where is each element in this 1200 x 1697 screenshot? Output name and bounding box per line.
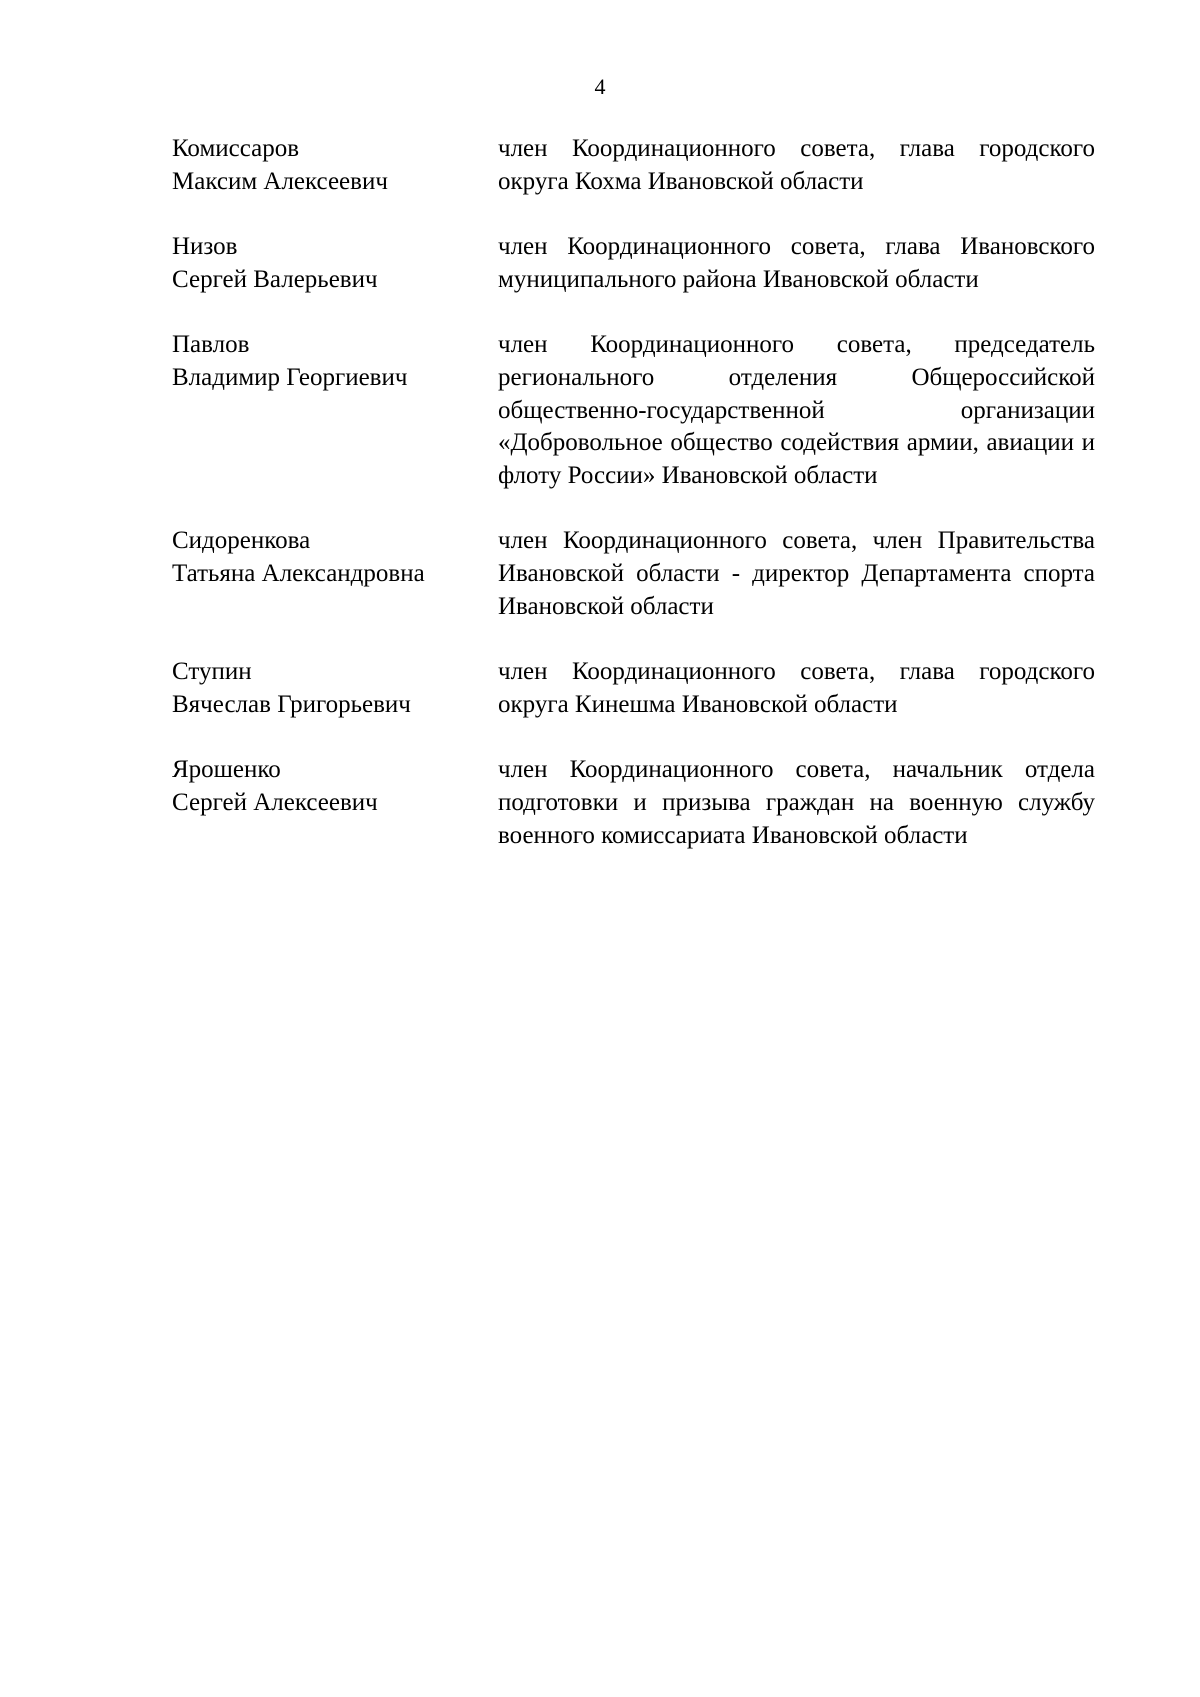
member-given-names: Сергей Алексеевич bbox=[172, 788, 378, 816]
member-name bbox=[172, 754, 498, 819]
member-given-names: Сергей Валерьевич bbox=[172, 265, 378, 293]
member-entry bbox=[172, 525, 1095, 623]
member-surname: Сидоренкова bbox=[172, 527, 311, 555]
member-name bbox=[172, 656, 498, 721]
member-role: член Координационного совета, начальник отдела подготовки и призыва граждан на военную службу военного комиссариата Ивановской области bbox=[498, 756, 1095, 849]
member-name bbox=[172, 329, 498, 394]
member-role: член Координационного совета, член Правительства Ивановской области - директор Департамента спорта Ивановской области bbox=[498, 527, 1095, 620]
member-role: член Координационного совета, глава городского округа Кохма Ивановской области bbox=[498, 135, 1095, 195]
member-given-names: Владимир Георгиевич bbox=[172, 363, 408, 391]
member-name bbox=[172, 133, 498, 198]
member-given-names: Вячеслав Григорьевич bbox=[172, 690, 411, 718]
member-role: член Координационного совета, глава городского округа Кинешма Ивановской области bbox=[498, 658, 1095, 718]
member-given-names: Татьяна Александровна bbox=[172, 559, 425, 587]
member-name bbox=[172, 525, 498, 590]
member-given-names: Максим Алексеевич bbox=[172, 167, 388, 195]
member-surname: Павлов bbox=[172, 331, 250, 359]
member-surname: Ступин bbox=[172, 658, 252, 686]
member-surname: Комиссаров bbox=[172, 135, 300, 162]
members-list bbox=[172, 133, 1095, 885]
page-number: 4 bbox=[594, 74, 606, 99]
member-entry bbox=[172, 656, 1095, 721]
member-name bbox=[172, 231, 498, 296]
member-entry bbox=[172, 754, 1095, 852]
member-role: член Координационного совета, глава Ивановского муниципального района Ивановской области bbox=[498, 233, 1095, 293]
member-role: член Координационного совета, председатель регионального отделения Общероссийской общественно-государственной организации «Добровольное общество содействия армии, авиации и флоту России» Ивановской области bbox=[498, 331, 1095, 489]
member-entry bbox=[172, 231, 1095, 296]
member-entry bbox=[172, 329, 1095, 492]
member-surname: Низов bbox=[172, 233, 238, 261]
member-surname: Ярошенко bbox=[172, 756, 281, 784]
member-entry bbox=[172, 133, 1095, 198]
